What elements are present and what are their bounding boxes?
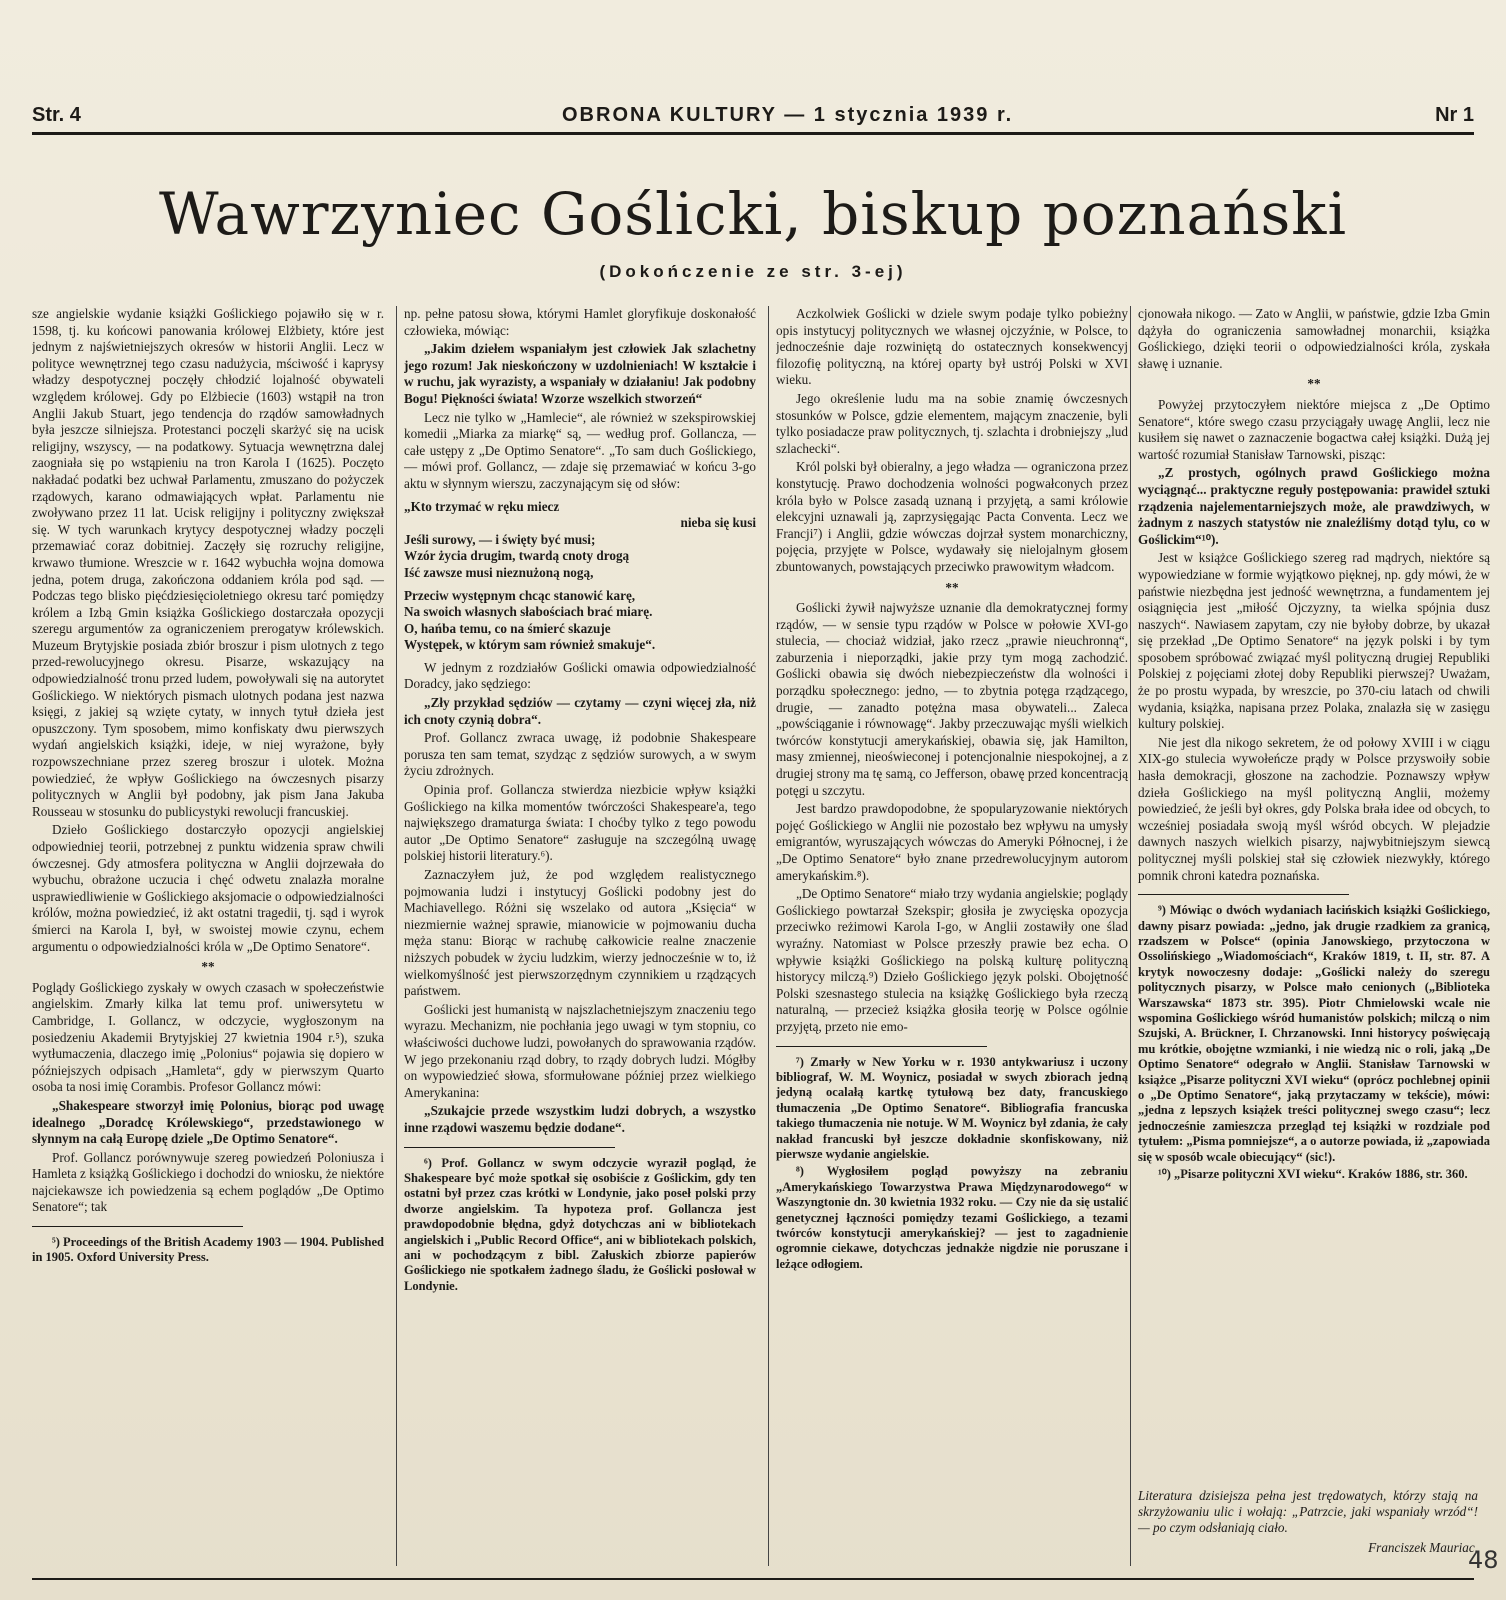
epigraph-author: Franciszek Mauriac. xyxy=(1368,1540,1478,1555)
footnote-rule xyxy=(1138,894,1349,895)
handwritten-page-number: 48 xyxy=(1468,1546,1499,1574)
paragraph: Jest w książce Goślickiego szereg rad mądrych, niektóre są wypowiedziane w formie wyjątkowo pięknej, np. gdy mówi, że w państwie niezbędna jest jedność wewnętrzna, a fundamentem jej osiągnięcia jest „miłość Ojczyzny, ta wielka spójnia dusz naszych“. Nawiasem zapytam, czy nie byłoby dobrze, by ukazał się przekład „De Optimo Senatore“ na język polski i by tym sposobem spróbować związać myśl polityczną drugiej Republiki Polskiej z pojęciami złotej doby Republiki pierwszej? Uważam, że po prostu wypada, by wreszcie, po 370-ciu latach od chwili wydania, książka, napisana przez Polaka, znalazła się w zasięgu kultury polskiej. xyxy=(1138,550,1490,732)
footnote: ⁹) Mówiąc o dwóch wydaniach łacińskich książki Goślickiego, dawny pisarz powiada: „jedno, jak drugie rzadkiem za granicą, rzadszem w Polsce“ (opinia Janowskiego, przytoczona w Ossolińskiego „Wiadomościach“, Kraków 1819, t. II, str. 87. A krytyk nowoczesny dodaje: „Goślicki należy do szeregu politycznych pisarzy, w Polsce mało cenionych („Biblioteka Warszawska“ 1873 str. 395). Piotr Chmielowski wcale nie wspomina Goślickiego wśród humanistów polskich; milczą o nim Szujski, A. Brückner, I. Chrzanowski. Inni historycy poświęcają mu krótkie, obojętne wzmianki, i nie wiedzą nic o roli, jaką „De Optimo Senatore“ odegrało w Anglii. Stanisław Tarnowski w książce „Pisarze polityczni XVI wieku“ (oprócz pochlebnej opinii o „De Optimo Senatore“, jaką przytaczamy w tekście), mówi: „jedna z lepszych książek treści politycznej swego czasu“; lecz jednocześnie zamieszcza przegląd tej książki w rozdziale pod tytułem: „Pisma pomniejsze“, a o autorze powiada, iż „zapowiada się w sposób wcale obiecujący“ (sic!). xyxy=(1138,903,1490,1164)
footer-rule xyxy=(32,1578,1474,1580)
section-separator: ** xyxy=(945,579,959,595)
column-divider xyxy=(1130,306,1131,1566)
paragraph: Jego określenie ludu ma na sobie znamię ówczesnych stosunków w Polsce, gdzie elementem, mającym znaczenie, byli tylko posiadacze praw politycznych, tj. szlachta i drobniejszy „lud szlachecki“. xyxy=(776,390,1128,456)
article-subtitle: (Dokończenie ze str. 3-ej) xyxy=(599,262,907,281)
quote-paragraph: „Zły przykład sędziów — czytamy — czyni więcej zła, niż ich cnoty czynią dobra“. xyxy=(404,695,756,727)
poem-line: Występek, w którym sam również smakuje“. xyxy=(404,637,656,653)
paragraph: Goślicki żywił najwyższe uznanie dla demokratycznej formy rządów, — w sensie typu rządów w Polsce w połowie XVI-go stulecia, — chociaż widział, jako rzecz „prawie nieuchronną“, zaburzenia i nieporządki, jakie przy tym mogą zachodzić. Goślicki obawia się dwóch niebezpieczeństw dla wolności i porządku społecznego: jedno, — to zbytnia potęga rządzącego, drugie, — zanadto potężna masa obywateli... Zaleca „powściąganie i równowagę“. Jakby przeczuwając myśli wielkich twórców konstytucji amerykańskiej, obawia się, jak Hamilton, masy zmiennej, nieoświeconej i potencjonalnie niespokojnej, a z drugiej strony ma tę samą, co Jefferson, obawę przed koncentracją potęgi u szczytu. xyxy=(776,600,1128,798)
column-1 xyxy=(32,306,384,1576)
paragraph: W jednym z rozdziałów Goślicki omawia odpowiedzialność Doradcy, jako sędziego: xyxy=(404,659,756,692)
column-divider xyxy=(768,306,769,1566)
paragraph: Dzieło Goślickiego dostarczyło opozycji angielskiej odpowiedniej teorii, potrzebnej z punktu widzenia spraw chwili ówczesnej. Gdy atmosfera polityczna w Anglii dojrzewała do wybuchu, obrażone uczucia i chęć odwetu znalazła moralne usprawiedliwienie w Goślickiego aksjomacie o odpowiedzialności królów, można powiedzieć, iż akt ostatni tragedii, tj. sąd i wyrok śmierci na Karola I, był, w swoistej mowie czynu, echem argumentu o odpowiedzialności króla w „De Optimo Senatore“. xyxy=(32,822,384,954)
article-title: Wawrzyniec Goślicki, biskup poznański xyxy=(158,180,1348,248)
poem-line: O, hańba temu, co na śmierć skazuje xyxy=(404,620,611,636)
quote-paragraph: „Jakim dziełem wspaniałym jest człowiek Jak szlachetny jego rozum! Jak nieskończony w uzdolnieniach! W kształcie i w ruchu, jak wyrazisty, a wspaniały w działaniu! Jak podobny Bogu! Piękności świata! Wzorze wszelkich stworzeń“ xyxy=(404,341,756,406)
paragraph: Prof. Gollancz porównywuje szereg powiedzeń Poloniusza i Hamleta z książką Goślickiego i dochodzi do wniosku, że niektóre najciekawsze ich powiedzenia są echem poglądów „De Optimo Senatore“; tak xyxy=(32,1149,384,1215)
section-separator: ** xyxy=(201,959,215,975)
epigraph-box xyxy=(1138,1488,1478,1578)
footnote-rule xyxy=(776,1046,987,1047)
section-separator: ** xyxy=(1307,376,1321,392)
paragraph: Powyżej przytoczyłem niektóre miejsca z „De Optimo Senatore“, które swego czasu przyciągały uwagę Anglii, lecz nie kusiłem się nawet o zaznaczenie bogactwa całej książki. Dużą jej wartość rozumiał Stanisław Tarnowski, pisząc: xyxy=(1138,396,1490,462)
paragraph: Lecz nie tylko w „Hamlecie“, ale również w szekspirowskiej komedii „Miarka za miarkę“ są, — według prof. Gollancza, — całe ustępy z „De Optimo Senatore“. „To sam duch Goślickiego, — mówi prof. Gollancz, — zdaje się przemawiać w końcu 3-go aktu w słynnym wierszu, zaczynającym się od słów: xyxy=(404,409,756,491)
poem-line: nieba się kusi xyxy=(680,515,756,531)
paragraph: „De Optimo Senatore“ miało trzy wydania angielskie; poglądy Goślickiego powtarzał Szekspir; głosiła je zwycięska opozycja przeciwko reżimowi Karola I-go, w Anglii zostawiły one ślad wyraźny. Natomiast w Polsce przeszły prawie bez echa. O wpływie książki Goślickiego na polską kulturę polityczną historycy milczą.⁹) Dzieło Goślickiego język polski. Obojętność Polski szesnastego stulecia na książkę Goślickiego była rzeczą naturalną, — przecież książka głosiła teorję w Polsce ogólnie przyjętą, przeto nie emo- xyxy=(776,886,1128,1034)
paragraph: Poglądy Goślickiego zyskały w owych czasach w społeczeństwie angielskim. Zmarły kilka lat temu prof. uniwersytetu w Cambridge, I. Gollancz, w odczycie, wygłoszonym na posiedzeniu Akademii Brytyjskiej 27 kwietnia 1904 r.⁵), szuka wytłumaczenia, dlaczego imię „Polonius“ pojawia się dopiero w późniejszych odpisach „Hamleta“, gdy w pierwszym Quarto osoba ta nosi imię Corambis. Profesor Gollancz mówi: xyxy=(32,979,384,1095)
paragraph: Prof. Gollancz zwraca uwagę, iż podobnie Shakespeare porusza ten sam temat, szydząc z sędziów surowych, a w swym życiu zdrożnych. xyxy=(404,730,756,779)
paragraph: Goślicki jest humanistą w najszlachetniejszym znaczeniu tego wyrazu. Mechanizm, nie pochłania jego uwagi w tym stopniu, co właściwości duchowe ludzi, powołanych do sprawowania rządów. W jego przekonaniu rząd dobry, to rządy dobrych ludzi. Mógłby on wypowiedzieć słowa, sformułowane później przez wielkiego Amerykanina: xyxy=(404,1001,756,1100)
paragraph: cjonowała nikogo. — Zato w Anglii, w państwie, gdzie Izba Gmin dążyła do ograniczenia samowładnej monarchii, książka Goślickiego, dzięki teorii o odpowiedzialności króla, zyskała sławę i uznanie. xyxy=(1138,306,1490,371)
page-label: Str. 4 xyxy=(32,104,81,126)
quote-paragraph: „Shakespeare stworzył imię Polonius, biorąc pod uwagę idealnego „Doradcę Królewskiego“, przedstawionego w słynnym na całą Europę dziele „De Optimo Senatore“. xyxy=(32,1097,384,1147)
epigraph-text: Literatura dzisiejsza pełna jest trędowatych, którzy stają na skrzyżowaniu ulic i wołają: „Patrzcie, jaki wspaniały wrzód“! — po czym odsłaniają ciało. xyxy=(1138,1488,1478,1535)
poem-line: Na swoich własnych słabościach brać miarę. xyxy=(404,604,653,620)
poem-stanza-1 xyxy=(404,499,756,582)
paragraph: Jest bardzo prawdopodobne, że spopularyzowanie niektórych pojęć Goślickiego w Anglii nie pozostało bez wpływu na umysły emigrantów, wyruszających wówczas do Ameryki Północnej, i że „De Optimo Senatore“ było znane przedrewolucyjnym autorom amerykańskim.⁸). xyxy=(776,801,1128,883)
footnote: ⁶) Prof. Gollancz w swym odczycie wyraził pogląd, że Shakespeare być może spotkał się osobiście z Goślickim, gdy ten ostatni był przez czas krótki w Londynie, jako poseł polski przy dworze angielskim. Ta hypoteza prof. Gollancza jest prawdopodobnie błędna, gdyż dotychczas ani w bibliotekach angielskich i „Public Record Office“, ani w bibliotekach polskich, ani w pochodzącym z bibl. Załuskich zbiorze papierów Goślickiego nie spotkałem żadnego śladu, że Goślicki posłował w Londynie. xyxy=(404,1155,756,1293)
column-4 xyxy=(1138,306,1490,1481)
poem-line: „Kto trzymać w ręku miecz xyxy=(404,498,560,514)
page-header xyxy=(32,104,1474,134)
footnote: ⁷) Zmarły w New Yorku w r. 1930 antykwariusz i uczony bibliograf, W. M. Woynicz, posiadał w swych zbiorach jedną jedyną ocalałą kartkę tytułową bez daty, francuskiego tłumaczenia „De Optimo Senatore“. Bibliografia francuska takiego tłumaczenia nie notuje. W M. Woynicz był zdania, że cały nakład francuski był jeszcze dokładnie skonfiskowany, niż pierwsze wydanie angielskie. xyxy=(776,1054,1128,1161)
footnote: ⁵) Proceedings of the British Academy 1903 — 1904. Published in 1905. Oxford University Press. xyxy=(32,1235,384,1265)
footnote: ⁸) Wygłosiłem pogląd powyższy na zebraniu „Amerykańskiego Towarzystwa Prawa Międzynarodowego“ w Waszyngtonie dn. 30 kwietnia 1932 roku. — Czy nie da się ustalić genetycznej łączności pomiędzy tezami Goślickiego, a tezami twórców konstytucji amerykańskiej? — jest to zagadnienie ogromnie ciekawe, dotychczas jednakże nigdzie nie poruszane i leżące odłogiem. xyxy=(776,1164,1128,1271)
paragraph: Aczkolwiek Goślicki w dziele swym podaje tylko pobieżny opis instytucyj politycznych we własnej ojczyźnie, w Polsce, to jednocześnie daje rozwiniętą do ostatecznych konsekwencyj filozofię polityczną, na której oparty był ustrój Polski w XVI wieku. xyxy=(776,306,1128,388)
paragraph: Zaznaczyłem już, że pod względem realistycznego pojmowania ludzi i instytucyj Goślicki podobny jest do Machiavellego. Różni się wszelako od autora „Księcia“ w niezmiernie ważnej sprawie, mianowicie w pojmowaniu ducha męża stanu: Biorąc w rachubę całkowicie realne znaczenie niższych pobudek w życiu ludzkim, wierzy jednocześnie w to, iż wielkomyślność jest pierwszorzędnym czynnikiem u rządzących państwem. xyxy=(404,867,756,999)
footnote-rule xyxy=(404,1147,615,1148)
column-divider xyxy=(396,306,397,1566)
paragraph: sze angielskie wydanie książki Goślickiego pojawiło się w r. 1598, tj. ku końcowi panowania królowej Elżbiety, które jest jednym z najświetniejszych okresów w historii Anglii. Lecz w polityce wewnętrznej tego czasu nadużycia, mściwość i kaprysy władzy despotycznej poczęły chłodzić lojalność obywateli względem królowej. Gdy po Elżbiecie (1603) wstąpił na tron Anglii Jakub Stuart, jego tendencja do rządów samowładnych była jeszcze silniejsza. Protestanci poczęli skarżyć się na ucisk religijny, wszyscy, — na podatkowy. Sytuacja wewnętrzna dalej zaogniała się po wstąpieniu na tron Karola I (1625). Poczęto nakładać podatki bez uchwał Parlamentu, zmuszano do pożyczek rządowych, karano odmawiających wpłat. Parlamentu nie zwoływano przez 11 lat. Ucisk religijny i polityczny zwiększał się. W tych warunkach krytycy despotycznej władzy poczęli przemawiać coraz dobitniej. Zaczęły się rozruchy religijne, krwawo tłumione. Wreszcie w r. 1642 wybuchła wojna domowa jedna, potem druga, zakończona oddaniem króla pod sąd. — Podczas tego blisko pięćdziesięcioletniego okresu tarć pomiędzy królem a Izbą Gmin książka Goślickiego dostarczała opozycji szeregu argumentów za ograniczeniem prerogatyw królewskich. Muzeum Brytyjskie posiada zbiór broszur i pism ulotnych z tego przed-rewolucyjnego okresu. Pisarze, wskazujący na odpowiedzialność tronu przed ludem, powoływali się na autorytet Goślickiego. W niektórych pismach ulotnych podana jest nazwa księgi, z jakiej są wzięte cytaty, w innych tytuł dzieła jest opuszczony. Tym sposobem, mimo konfiskaty dwu pierwszych wydań angielskich książki, ideje, w niej wyrażone, były rozpowszechniane przez szereg broszur i ulotek. Można powiedzieć, że wpływ Goślickiego na ówczesnych pisarzy politycznych w Anglii był podobny, jak pism Jana Jakuba Rousseau w stosunku do publicystyki rewolucji francuskiej. xyxy=(32,306,384,819)
paragraph: Nie jest dla nikogo sekretem, że od połowy XVIII i w ciągu XIX-go stulecia wywołeńcze prądy w Polsce przyswoiły sobie hasła demokracji, głoszone na zachodzie. Poznawszy wpływ dzieła Goślickiego na myśl polityczną Anglii, możemy powiedzieć, że jeśli był okres, gdy Polska brała idee od obcych, to wcześniej posiadała swoją myśl wśród obcych. W plejadzie dawnych naszych wielkich pisarzy, najwybitniejszym siewcą politycznej myśli polskiej stał się człowiek niezwykły, którego pomnik chroni katedra poznańska. xyxy=(1138,734,1490,883)
poem-line: Wzór życia drugim, twardą cnoty drogą xyxy=(404,548,630,564)
poem-line: Iść zawsze musi nieznużoną nogą, xyxy=(404,564,594,580)
poem-line: Jeśli surowy, — i święty być musi; xyxy=(404,531,596,547)
issue-number: Nr 1 xyxy=(1435,104,1474,126)
masthead-date: OBRONA KULTURY — 1 stycznia 1939 r. xyxy=(562,104,1014,126)
column-2 xyxy=(404,306,756,1576)
header-rule xyxy=(32,132,1474,135)
paragraph: np. pełne patosu słowa, którymi Hamlet gloryfikuje doskonałość człowieka, mówiąc: xyxy=(404,306,756,338)
quote-paragraph: „Szukajcie przede wszystkim ludzi dobrych, a wszystko inne rządowi waszemu będzie dodane“. xyxy=(404,1103,756,1135)
footnote: ¹⁰) „Pisarze polityczni XVI wieku“. Kraków 1886, str. 360. xyxy=(1158,1167,1468,1182)
footnote-rule xyxy=(32,1226,243,1227)
quote-paragraph: „Z prostych, ogólnych prawd Goślickiego można wyciągnąć... praktyczne reguły postępowania: prawideł sztuki rządzenia najelementarniejszych może, ale prawdziwych, w żadnym z naszych statystów nie znaleźliśmy dotąd tylu, co w Goślickim“¹⁰). xyxy=(1138,465,1490,547)
paragraph: Opinia prof. Gollancza stwierdza niezbicie wpływ książki Goślickiego na kilka momentów twórczości Shakespeare'a, tego największego dramaturga świata: I choćby tylko z tego powodu autor „De Optimo Senatore“ zasługuje na szczególną uwagę polskiej historii literatury.⁶). xyxy=(404,782,756,864)
poem-stanza-2 xyxy=(404,588,756,654)
poem-line: Przeciw występnym chcąc stanowić karę, xyxy=(404,587,636,603)
paragraph: Król polski był obieralny, a jego władza — ograniczona przez konstytucję. Prawo dochodzenia wolności pogwałconych przez króla było w Polsce zasadą uznaną i przyjętą, a sami królowie elekcyjni uznawali ją, zaprzysięgając Pacta Conventa. Lecz we Francji⁷) i Anglii, gdzie wówczas dojrzał system monarchiczny, pojęcia, przyjęte w Polsce, wydawały się nielojalnym głosem zbuntowanych, powstających przeciwko prawowitym władcom. xyxy=(776,459,1128,574)
column-3 xyxy=(776,306,1128,1576)
